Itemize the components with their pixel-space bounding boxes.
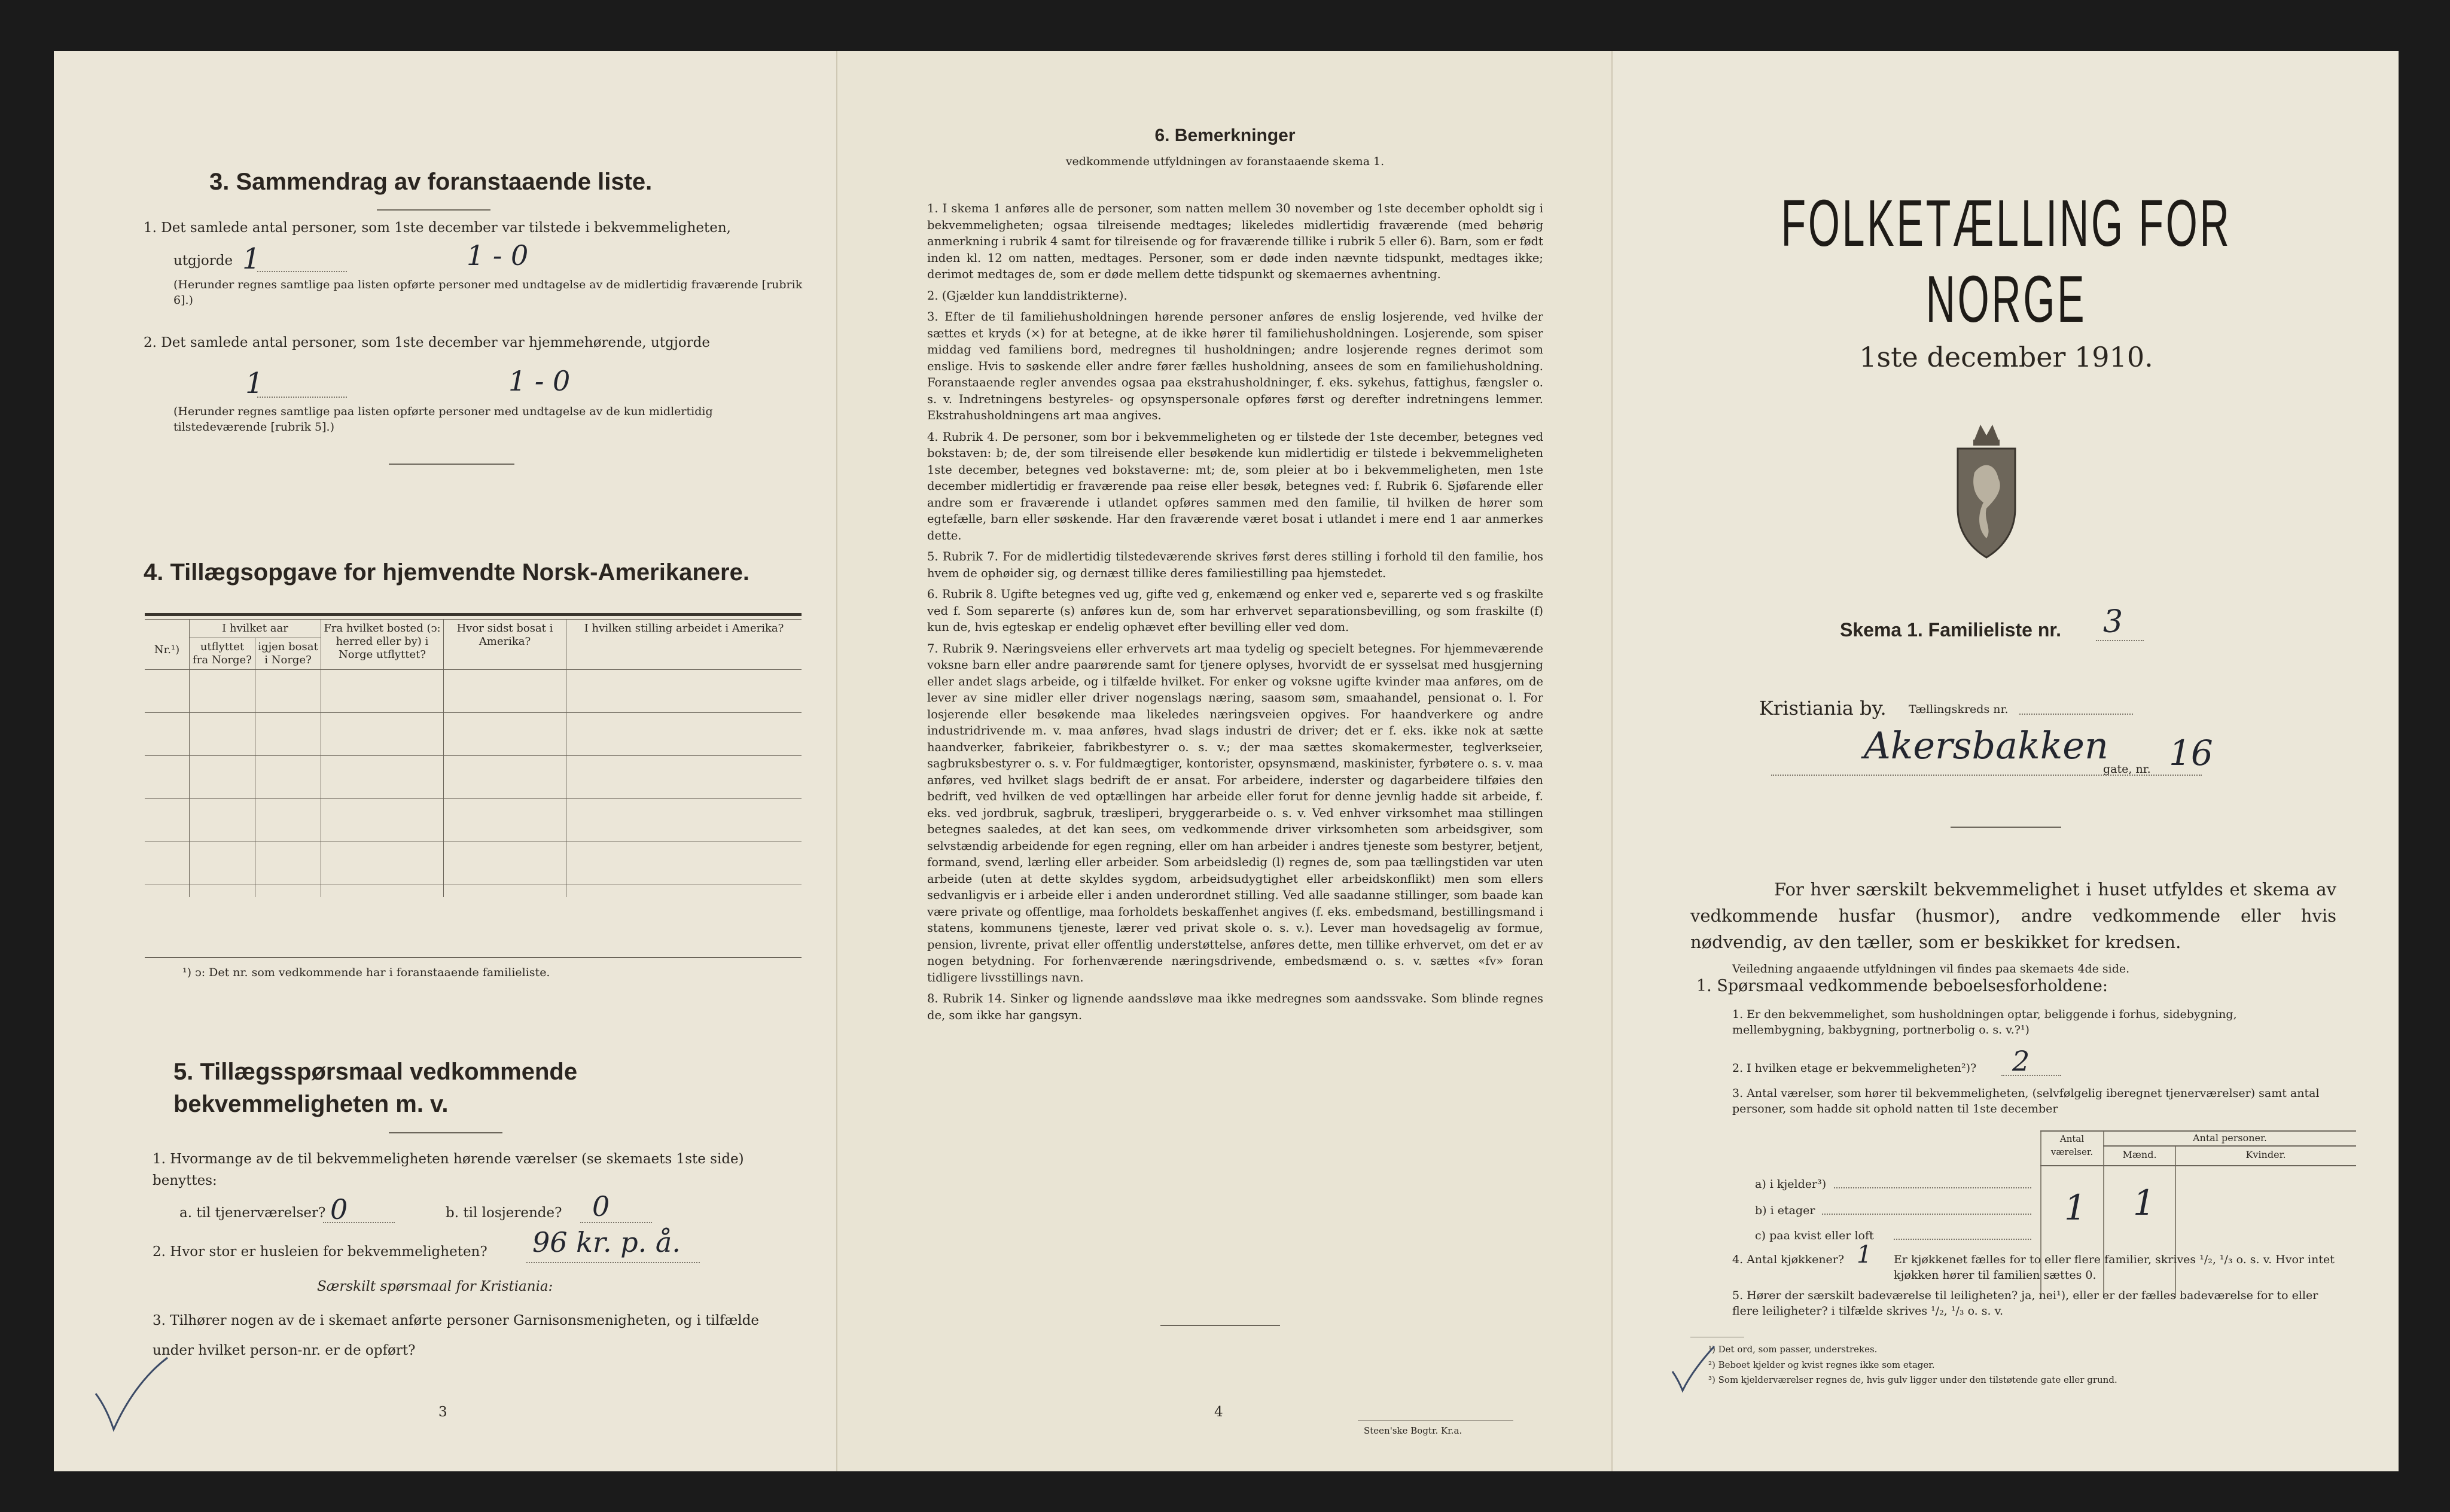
answer-line [2096,640,2144,641]
s3-question-2: 2. Det samlede antal personer, som 1ste december var hjemmehørende, utgjorde [144,335,711,350]
s3-question-1: 1. Det samlede antal personer, som 1ste december var tilstede i bekvemmeligheten, [144,220,731,236]
table-top-rule [145,613,802,616]
q1-2: 2. I hvilken etage er bekvemmeligheten²)? [1732,1062,1977,1075]
col-utflyttet: utflyttet fra Norge? [190,638,255,670]
s5-q1b-answer: 0 [592,1190,610,1223]
answer-line [2001,1075,2061,1076]
s3-utgjorde-label: utgjorde [173,253,233,269]
s5-q1b-label: b. til losjerende? [446,1205,562,1221]
page-3 [54,51,836,1471]
col-nr: Nr.¹) [145,620,190,670]
page-1 [1611,51,2399,1471]
street-nr: 16 [2169,733,2213,773]
remarks-list [927,200,1543,1028]
remark-1: 1. I skema 1 anføres alle de personer, som natten mellem 30 november og 1ste december opholdt sig i bekvemmeligheten; ogsaa tilreisende medtages; likeledes midlertidig fraværende (med behørig anmerkning i rubrik 4 samt for tilreisende og for fraværende tillike i rubrik 5 eller 6). Barn, som er født inden kl. 12 om natten, medtages. Personer, som er døde inden nævnte tidspunkt, medtages ikke; derimot medtages de, som er døde mellem dette tidspunkt og skemaernes avhentning. [927,202,1543,281]
page-number-4: 4 [1214,1404,1223,1420]
census-date: 1ste december 1910. [1859,341,2153,373]
q1-1: 1. Er den bekvemmelighet, som husholdningen optar, beliggende i forhus, sidebygning, mellembygning, bakbygning, portnerbolig o. s. v.?¹) [1732,1008,2237,1037]
s5-q2-answer: 96 kr. p. å. [532,1226,681,1258]
page-number-3: 3 [438,1404,447,1420]
remark-3: 3. Efter de til familiehusholdningen hørende personer anføres de enslig losjerende, ved hvilke der sættes et kryds (×) for at betegne, at de ikke hører til familiehusholdningen. Losjerende, som spiser middag ved familiens bord, medregnes til husholdningen; andre losjerende regnes derimot som enslige. Hvis to søskende eller andre fører fælles husholdning, ansees de som en familiehusholdning. Foranstaaende regler anvendes ogsaa paa ekstrahusholdninger, f. eks. sykehus, fattighus, fængsler o. s. v. Indretningens bestyreles- og opsynspersonale opføres først og derefter indretningens lemmer. Ekstrahusholdningens art maa angives. [927,310,1543,422]
s3-q1-note: (Herunder regnes samtlige paa listen opførte personer med undtagelse av de midlertidig fraværende [rubrik 6].) [173,278,803,307]
divider [389,464,514,465]
col-bosted: Fra hvilket bosted (ↄ: herred eller by) i Norge utflyttet? [321,620,444,670]
gate-label: gate, nr. [2103,763,2151,776]
veiledning-text: Veiledning angaaende utfyldningen vil findes paa skemaets 4de side. [1732,962,2130,976]
s3-q1-answer-2: 1 - 0 [467,239,529,272]
s3-q2-answer-2: 1 - 0 [508,365,571,397]
city: Kristiania by. [1759,697,1887,720]
s5-q1a-label: a. til tjenerværelser? [179,1205,326,1221]
document-title: FOLKETÆLLING FOR NORGE [1781,187,2232,336]
row-b-label: b) i etager [1755,1204,1815,1217]
printer-mark: Steen'ske Bogtr. Kr.a. [1364,1425,1462,1436]
q1-4-answer: 1 [1857,1241,1872,1269]
col-sidst: Hvor sidst bosat i Amerika? [444,620,566,670]
answer-line [257,397,347,398]
row-c-label: c) paa kvist eller loft [1755,1229,1874,1242]
q1-3: 3. Antal værelser, som hører til bekvemmeligheten, (selvfølgelig iberegnet tjenerværelser) samt antal personer, som hadde sit ophold natten til 1ste december [1732,1087,2320,1115]
answer-line [1822,1214,2031,1215]
check-mark-icon [1669,1342,1717,1395]
footnote-3: ³) Som kjelderværelser regnes de, hvis gulv ligger under den tilstøtende gate eller grund. [1708,1374,2117,1385]
col-vaerelser: Antal værelser. [2050,1133,2094,1157]
answer-line [1894,1239,2031,1240]
footnote-2: ²) Beboet kjelder og kvist regnes ikke som etager. [1708,1359,1935,1370]
bemerkninger-subheading: vedkommende utfyldningen av foranstaaende skema 1. [1065,155,1385,168]
q1-4: 4. Antal kjøkkener? [1732,1253,1845,1266]
section-5-heading: 5. Tillægsspørsmaal vedkommende bekvemmeligheten m. v. [173,1059,578,1117]
s5-question-2: 2. Hvor stor er husleien for bekvemmeligheten? [153,1244,487,1260]
s3-q1-answer: 1 [242,242,261,276]
familieliste-nr: 3 [2103,604,2123,640]
coat-of-arms-icon [1951,419,2022,559]
remark-7: 7. Rubrik 9. Næringsveiens eller erhvervets art maa tydelig og specielt betegnes. For hjemmeværende voksne barn eller andre paarørende samt for tjenere oplyses, hvorvidt de er sysselsat med husgjerning eller andet slags arbeide, og i tilfælde hvilket. For enker og voksne ugifte kvinder maa anføres, om de lever av sine midler eller driver nogenslags næring, saasom søm, smaahandel, pensionat o. l. For losjerende eller besøkende maa likeledes næringsveien opgives. For haandverkere og andre industridrivende m. v. maa anføres, hvad slags industri de driver; det er f. eks. ikke nok at sætte haandverker, fabrikeier, fabrikbestyrer o. s. v.; der maa sættes skomakermester, teglverkseier, sagbruksbestyrer o. s. v. For fuldmægtiger, kontorister, opsynsmænd, maskinister, fyrbøtere o. s. v. maa anføres, ved hvilket slags bedrift de er ansat. For arbeidere, inderster og dagarbeidere tilføies den bedrift, ved hvilken de ved optællingen har arbeide eller forut for denne jevnlig hadde sit arbeide, f. eks. ved jordbruk, sagbruk, træsliperi, bryggerarbeide o. s. v. Ved enhver virksomhet maa stillingen betegnes saaledes, at det kan sees, om vedkommende driver virksomheten som arbeidsgiver, som selvstændig arbeidende for egen regning, eller om han arbeider i andres tjeneste som bestyrer, betjent, formand, svend, lærling eller arbeider. Som arbeidsledig (l) regnes de, som paa tællingstiden var uten arbeide (uten at dette skyldes sygdom, arbeidsudygtighet eller arbeidskonflikt) men som ellers sedvanligvis er i arbeide eller i anden underordnet stilling. Ved alle saadanne stillinger, som baade kan være private og offentlige, maa forholdets beskaffenhet angives (f. eks. embedsmand, bestillingsmand i statens, kommunens tjeneste, lærer ved privat skole o. s. v.). Lever man hovedsagelig av formue, pension, livrente, privat eller offentlig understøttelse, anføres dette, men tillike erhvervet, om det er av nogen betydning. For forhenværende næringsdrivende, embedsmænd o. s. v. sættes «fv» foran tidligere livsstillings navn. [927,641,1543,984]
answer-line [2019,714,2133,715]
table-bottom-rule [145,957,802,958]
skema-label: Skema 1. Familieliste nr. [1840,619,2061,641]
row-b-vaerelser: 1 [2064,1187,2086,1228]
s5-q1a-answer: 0 [330,1193,348,1226]
s5-special-label: Særskilt spørsmaal for Kristiania: [317,1279,553,1294]
row-a-label: a) i kjelder³) [1755,1178,1827,1191]
divider [1160,1325,1280,1326]
q1-2-answer: 2 [2012,1045,2030,1077]
s4-footnote: ¹) ↄ: Det nr. som vedkommende har i foranstaaende familieliste. [182,966,550,979]
answer-line [580,1222,652,1223]
norsk-amerikanere-table [145,619,802,897]
q1-4-rest: Er kjøkkenet fælles for to eller flere familier, skrives ¹/₂, ¹/₃ o. s. v. Hvor intet kjøkken hører til familien sættes 0. [1894,1253,2335,1282]
answer-line [323,1222,395,1223]
col-kvinder: Kvinder. [2245,1149,2286,1160]
remark-4: 4. Rubrik 4. De personer, som bor i bekvemmeligheten og er tilstede der 1ste december, betegnes ved bokstaven: b; de, der som tilreisende eller besøkende kun midlertidig er tilstede i bekvemmeligheten 1ste december, betegnes ved bokstaverne: mt; de, som pleier at bo i bekvemmeligheten, men 1ste december midlertidig er fraværende paa reise eller besøk, betegnes ved: f. Rubrik 6. Sjøfarende eller andre som er fraværende i utlandet opføres sammen med den familie, til hvilken de hører som egtefælle, barn eller søskende. Har den fraværende været bosat i utlandet i mere end 1 aar anmerkes dette. [927,429,1543,542]
remark-5: 5. Rubrik 7. For de midlertidig tilstedeværende skrives først deres stilling i forhold til den familie, hos hvem de ophøider sig, og dernæst tillike deres familiestilling paa hjemstedet. [927,550,1543,580]
page-4 [836,51,1611,1471]
kreds-label: Tællingskreds nr. [1909,703,2009,716]
col-maend: Mænd. [2122,1149,2157,1160]
q1-5: 5. Hører der særskilt badeværelse til leiligheten? ja, nei¹), eller er der fælles badeværelse for to eller flere leiligheter? i tilfælde skrives ¹/₂, ¹/₃ o. s. v. [1732,1289,2318,1318]
remark-8: 8. Rubrik 14. Sinker og lignende aandssløve maa ikke medregnes som aandssvake. Som blinde regnes de, som ikke har gangsyn. [927,992,1543,1022]
remark-2: 2. (Gjælder kun landdistrikterne). [927,288,1128,303]
intro-text: For hver særskilt bekvemmelighet i huset utfyldes et skema av vedkommende husfar (husmor), andre vedkommende eller hvis nødvendig, av den tæller, som er beskikket for kredsen. [1690,879,2336,952]
s3-q2-note: (Herunder regnes samtlige paa listen opførte personer med undtagelse av de kun midlertidig tilstedeværende [rubrik 5].) [173,405,713,434]
col-year: I hvilket aar [190,620,321,638]
s5-question-1: 1. Hvormange av de til bekvemmeligheten hørende værelser (se skemaets 1ste side) benyttes: [153,1151,744,1188]
col-igjen: igjen bosat i Norge? [255,638,321,670]
divider [389,1132,502,1133]
check-mark-icon [90,1352,173,1435]
answer-line [257,271,347,272]
street-name: Akersbakken [1864,724,2108,767]
divider [1951,827,2061,828]
answer-line [1834,1187,2031,1188]
bemerkninger-heading: 6. Bemerkninger [1154,126,1296,145]
answer-line [526,1262,700,1263]
table-line [2040,1130,2356,1132]
section-3-heading: 3. Sammendrag av foranstaaende liste. [209,169,653,195]
question-1-heading: 1. Spørsmaal vedkommende beboelsesforholdene: [1696,977,2108,995]
table-line [2103,1145,2356,1147]
remark-6: 6. Rubrik 8. Ugifte betegnes ved ug, gifte ved g, enkemænd og enker ved e, separerte ved s og fraskilte ved f. Som separerte (s) anføres kun de, som har erhvervet separationsbevilling, og som fraskilte (f) kun de, hvis egteskap er endelig ophævet efter bevilling eller ved dom. [927,587,1543,634]
divider [377,209,490,211]
section-4-heading: 4. Tillægsopgave for hjemvendte Norsk-Amerikanere. [144,559,749,586]
divider [1358,1420,1513,1421]
table-line [2040,1165,2356,1166]
s5-question-3: 3. Tilhører nogen av de i skemaet anførte personer Garnisonsmenigheten, og i tilfælde under hvilket person-nr. er de opført? [153,1313,759,1358]
s3-q2-answer: 1 [245,367,264,400]
row-b-maend: 1 [2133,1182,2155,1223]
footnote-1: ¹) Det ord, som passer, understrekes. [1708,1344,1878,1355]
col-stilling: I hvilken stilling arbeidet i Amerika? [566,620,802,670]
col-personer: Antal personer. [2193,1132,2267,1144]
